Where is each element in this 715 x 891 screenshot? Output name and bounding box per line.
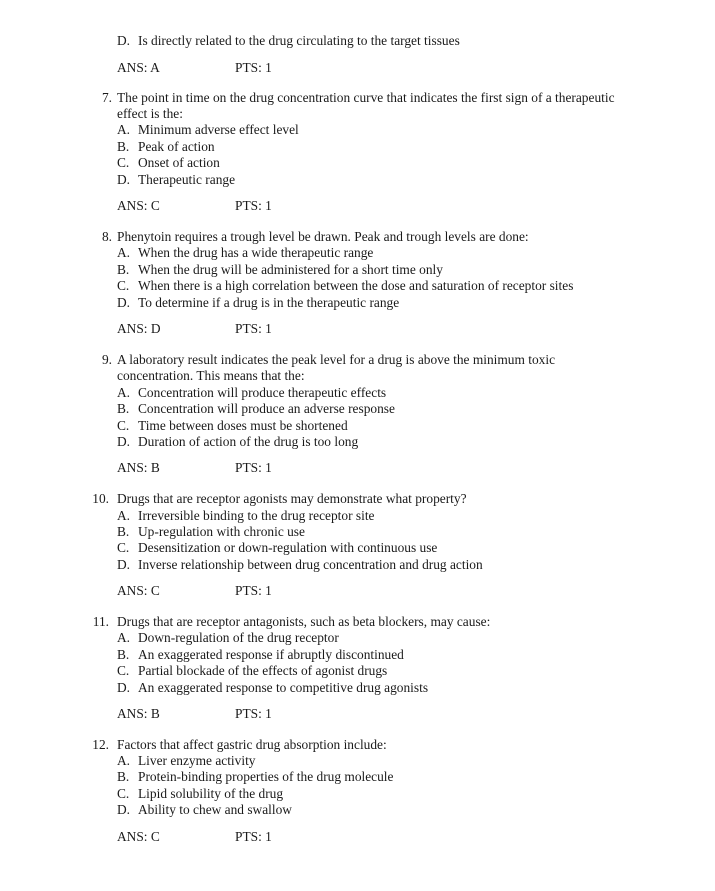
option-letter: C. [117, 278, 130, 293]
option-d [117, 172, 235, 189]
option-letter: C. [117, 786, 130, 801]
option-letter: D. [117, 172, 131, 187]
question-number: 12. [92, 737, 109, 752]
option-text: Partial blockade of the effects of agonist drugs [138, 663, 388, 678]
points: PTS: 1 [235, 321, 272, 336]
option-a [117, 508, 375, 525]
option-a [117, 753, 256, 770]
answer-line [117, 706, 272, 723]
option-letter: D. [117, 33, 131, 48]
option-c [117, 663, 387, 680]
option-b [117, 769, 393, 786]
option-letter: A. [117, 245, 131, 260]
option-a [117, 385, 386, 402]
option-text: Up-regulation with chronic use [138, 524, 305, 539]
option-text: An exaggerated response to competitive drug agonists [138, 680, 429, 695]
option-letter: C. [117, 663, 130, 678]
option-c [117, 418, 348, 435]
question-stem-line: The point in time on the drug concentration curve that indicates the first sign of a therapeutic [117, 90, 615, 105]
option-c [117, 155, 220, 172]
option-text: Inverse relationship between drug concentration and drug action [138, 557, 483, 572]
points: PTS: 1 [235, 706, 272, 721]
option-text: To determine if a drug is in the therapeutic range [138, 295, 400, 310]
option-d [117, 680, 428, 697]
option-a [117, 245, 373, 262]
question-stem-line: A laboratory result indicates the peak level for a drug is above the minimum toxic [117, 352, 556, 367]
option-d [117, 295, 399, 312]
question-stem-line: concentration. This means that the: [117, 368, 305, 383]
option-text: Lipid solubility of the drug [138, 786, 284, 801]
option-d [117, 557, 483, 574]
option-text: Desensitization or down-regulation with continuous use [138, 540, 438, 555]
option-c [117, 540, 437, 557]
answer-key: ANS: D [117, 321, 161, 336]
option-text: Therapeutic range [138, 172, 236, 187]
option-letter: B. [117, 647, 130, 662]
option-text: Irreversible binding to the drug receptor site [138, 508, 375, 523]
option-letter: B. [117, 769, 130, 784]
option-letter: C. [117, 540, 130, 555]
option-letter: B. [117, 262, 130, 277]
answer-key: ANS: B [117, 706, 160, 721]
answer-key: ANS: C [117, 583, 160, 598]
option-text: When the drug will be administered for a short time only [138, 262, 443, 277]
option-text: Down-regulation of the drug receptor [138, 630, 339, 645]
option-text: Liver enzyme activity [138, 753, 256, 768]
option-text: Minimum adverse effect level [138, 122, 299, 137]
question-number: 8. [101, 229, 112, 244]
answer-line [117, 460, 272, 477]
option-letter: B. [117, 139, 130, 154]
option-text: An exaggerated response if abruptly discontinued [138, 647, 404, 662]
option-letter: C. [117, 155, 130, 170]
option-letter: D. [117, 680, 131, 695]
points: PTS: 1 [235, 198, 272, 213]
points: PTS: 1 [235, 829, 272, 844]
option-letter: B. [117, 524, 130, 539]
option-letter: A. [117, 508, 131, 523]
option-d [117, 802, 292, 819]
points: PTS: 1 [235, 583, 272, 598]
option-text: Peak of action [138, 139, 215, 154]
option-letter: B. [117, 401, 130, 416]
option-a [117, 630, 339, 647]
option-b [117, 524, 305, 541]
question-number: 9. [101, 352, 112, 367]
question-stem-line: Drugs that are receptor agonists may demonstrate what property? [117, 491, 467, 506]
option-letter: D. [117, 434, 131, 449]
option-text: Concentration will produce an adverse response [138, 401, 395, 416]
option-b [117, 401, 395, 418]
option-d [117, 33, 460, 50]
option-a [117, 122, 299, 139]
points: PTS: 1 [235, 460, 272, 475]
question-stem-line: Factors that affect gastric drug absorption include: [117, 737, 387, 752]
answer-key: ANS: C [117, 829, 160, 844]
option-letter: A. [117, 753, 131, 768]
option-c [117, 786, 283, 803]
points: PTS: 1 [235, 60, 272, 75]
question-number: 10. [92, 491, 109, 506]
option-letter: A. [117, 630, 131, 645]
option-text: Time between doses must be shortened [138, 418, 348, 433]
option-letter: D. [117, 557, 131, 572]
answer-key: ANS: C [117, 198, 160, 213]
answer-line [117, 583, 272, 600]
option-text: Concentration will produce therapeutic effects [138, 385, 387, 400]
answer-line [117, 198, 272, 215]
question-number: 7. [101, 90, 112, 105]
option-b [117, 139, 215, 156]
option-text: Onset of action [138, 155, 220, 170]
question-stem-line: Phenytoin requires a trough level be drawn. Peak and trough levels are done: [117, 229, 529, 244]
option-b [117, 647, 404, 664]
option-letter: A. [117, 122, 131, 137]
option-text: Ability to chew and swallow [138, 802, 292, 817]
option-b [117, 262, 443, 279]
answer-line [117, 321, 272, 338]
option-c [117, 278, 573, 295]
question-number: 11. [92, 614, 109, 629]
option-letter: D. [117, 802, 131, 817]
option-text: Protein-binding properties of the drug molecule [138, 769, 394, 784]
option-letter: A. [117, 385, 131, 400]
answer-key: ANS: A [117, 60, 160, 75]
question-stem-line: Drugs that are receptor antagonists, such as beta blockers, may cause: [117, 614, 491, 629]
answer-key: ANS: B [117, 460, 160, 475]
option-letter: C. [117, 418, 130, 433]
answer-line [117, 829, 272, 846]
option-text: When the drug has a wide therapeutic range [138, 245, 374, 260]
option-d [117, 434, 358, 451]
option-text: Is directly related to the drug circulating to the target tissues [138, 33, 460, 48]
answer-line [117, 60, 272, 77]
option-text: Duration of action of the drug is too long [138, 434, 359, 449]
option-text: When there is a high correlation between the dose and saturation of receptor sites [138, 278, 574, 293]
option-letter: D. [117, 295, 131, 310]
question-stem-line: effect is the: [117, 106, 183, 121]
